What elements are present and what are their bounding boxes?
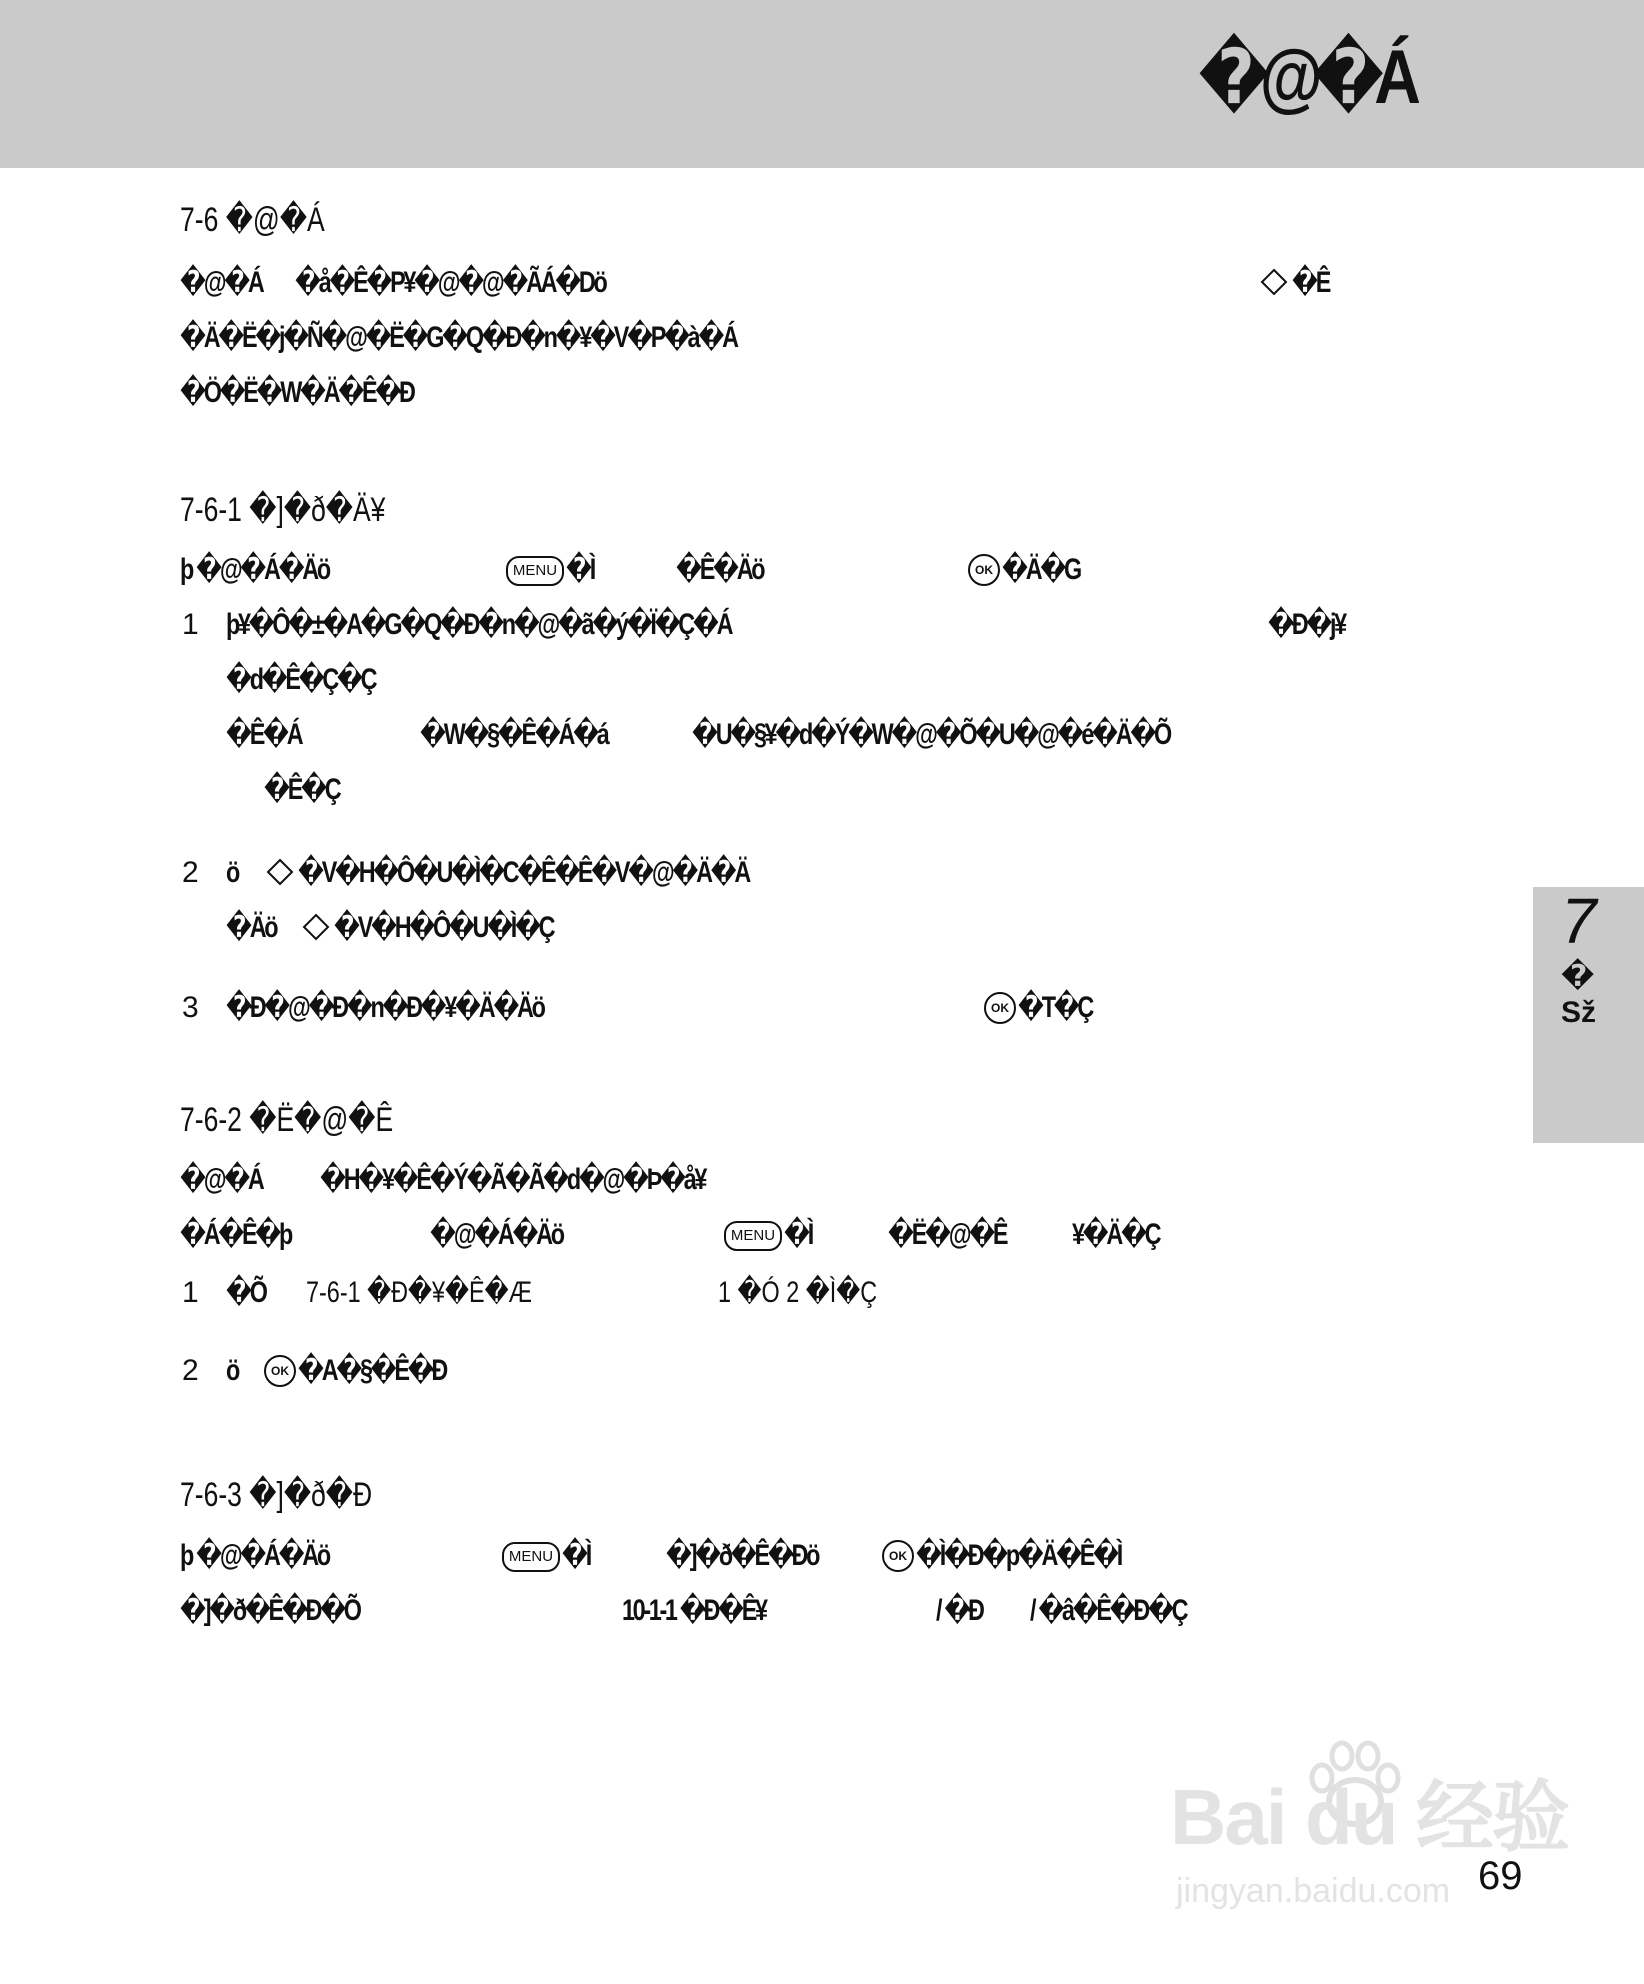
paragraph-text: ¥�Ä�Ç bbox=[1072, 1218, 1160, 1251]
menu-key-icon: MENU bbox=[502, 1542, 560, 1572]
step-text: �Äö bbox=[226, 911, 277, 944]
ok-key-icon: OK bbox=[984, 992, 1016, 1024]
section-title-7-6: 7-6 �@�Á bbox=[180, 201, 325, 239]
paragraph-text: þ �@�Á�Äö bbox=[180, 553, 329, 586]
paragraph-text: �Ä�Ë�j�Ñ�@�Ë�G�Q�Ð�n�¥�V�P�à�Á bbox=[180, 321, 737, 354]
nav-key-icon bbox=[1260, 268, 1288, 296]
page-number: 69 bbox=[1478, 1854, 1523, 1898]
paragraph-text: �@�Á�Äö bbox=[430, 1218, 563, 1251]
step-text: �Ê�Á bbox=[226, 718, 302, 751]
chapter-label: �Sž bbox=[1561, 960, 1597, 1029]
paragraph-text: þ �@�Á�Äö bbox=[180, 1539, 329, 1572]
menu-key-icon: MENU bbox=[506, 556, 564, 586]
paragraph-text: �@�Á bbox=[180, 1163, 263, 1196]
step-text: �U�§¥�d�Ý�W�@�Õ�U�@�é�Ä�Õ bbox=[692, 718, 1170, 751]
step-number: 3 bbox=[182, 991, 199, 1024]
section-title-7-6-3: 7-6-3 �]�ð�Ð bbox=[180, 1476, 373, 1514]
paragraph-text: �Ä�G bbox=[1002, 553, 1080, 586]
paragraph-text: �Ê bbox=[1292, 266, 1329, 299]
paragraph-text: / �â�Ê�Ð�Ç bbox=[1030, 1594, 1187, 1627]
paragraph-text: 10-1-1 �Ð�Ê¥ bbox=[622, 1594, 766, 1627]
step-number: 1 bbox=[182, 1276, 199, 1309]
chapter-number: 7 bbox=[1561, 885, 1597, 957]
step-number: 2 bbox=[182, 856, 199, 889]
step-text: 1 �Ó 2 �Ì�Ç bbox=[718, 1276, 878, 1309]
step-text: 7-6-1 �Ð�¥�Ê�Æ bbox=[306, 1276, 533, 1309]
step-text: ö bbox=[226, 856, 238, 889]
step-text: �W�§�Ê�Á�á bbox=[420, 718, 608, 751]
paragraph-text: �Ì�Ð�p�Ä�Ê�Ì bbox=[916, 1539, 1121, 1572]
paragraph-text: �]�ð�Ê�Ðö bbox=[666, 1539, 819, 1572]
step-text: �T�Ç bbox=[1018, 991, 1092, 1024]
paragraph-text: �Ì bbox=[562, 1539, 590, 1572]
step-number: 2 bbox=[182, 1354, 199, 1387]
paragraph-text: �Ê�Äö bbox=[676, 553, 764, 586]
menu-key-icon: MENU bbox=[724, 1221, 782, 1251]
step-number: 1 bbox=[182, 608, 199, 641]
step-text: �Õ bbox=[226, 1276, 266, 1309]
paragraph-text: �H�¥�Ê�Ý�Ã�Ã�d�@�Þ�å¥ bbox=[320, 1163, 706, 1196]
paragraph-text: �Ë�@�Ê bbox=[888, 1218, 1007, 1251]
paragraph-text: �Ì bbox=[784, 1218, 812, 1251]
header-title: �@�Á bbox=[1198, 35, 1411, 120]
ok-key-icon: OK bbox=[882, 1540, 914, 1572]
step-text: �V�H�Ô�U�Ì�C�Ê�Ê�V�@�Ä�Ä bbox=[298, 856, 749, 889]
step-text: �Ð�j¥ bbox=[1268, 608, 1345, 641]
paragraph-text: �Ì bbox=[566, 553, 594, 586]
paragraph-text: �å�Ê�P¥�@�@�ÃÁ�Dö bbox=[295, 266, 606, 299]
section-title-7-6-1: 7-6-1 �]�ð�Ä¥ bbox=[180, 491, 386, 529]
paragraph-text: / �Ð bbox=[936, 1594, 983, 1627]
paragraph-text: �@�Á bbox=[180, 266, 263, 299]
ok-key-icon: OK bbox=[968, 554, 1000, 586]
step-text: �Ê�Ç bbox=[264, 773, 340, 806]
watermark-url: jingyan.baidu.com bbox=[1176, 1872, 1451, 1910]
step-text: �V�H�Ô�U�Ì�Ç bbox=[334, 911, 554, 944]
nav-key-icon bbox=[266, 858, 294, 886]
step-text: �A�§�Ê�Ð bbox=[298, 1354, 446, 1387]
step-text: þ¥�Ô�±�A�G�Q�Ð�n�@�ã�ý�Ï�Ç�Á bbox=[226, 608, 732, 641]
paragraph-text: �Ö�Ë�W�Ä�Ê�Ð bbox=[180, 376, 414, 409]
ok-key-icon: OK bbox=[264, 1355, 296, 1387]
step-text: �d�Ê�Ç�Ç bbox=[226, 663, 376, 696]
watermark-brand: Bai du 经验 bbox=[1170, 1773, 1569, 1861]
paragraph-text: �]�ð�Ê�Ð�Õ bbox=[180, 1594, 360, 1627]
chapter-tab bbox=[1533, 887, 1644, 1143]
step-text: �Ð�@�Ð�n�Ð�¥�Ä�Äö bbox=[226, 991, 544, 1024]
nav-key-icon bbox=[302, 913, 330, 941]
step-text: ö bbox=[226, 1354, 238, 1387]
paragraph-text: �Á�Ê�þ bbox=[180, 1218, 291, 1251]
section-title-7-6-2: 7-6-2 �Ë�@�Ê bbox=[180, 1101, 394, 1139]
